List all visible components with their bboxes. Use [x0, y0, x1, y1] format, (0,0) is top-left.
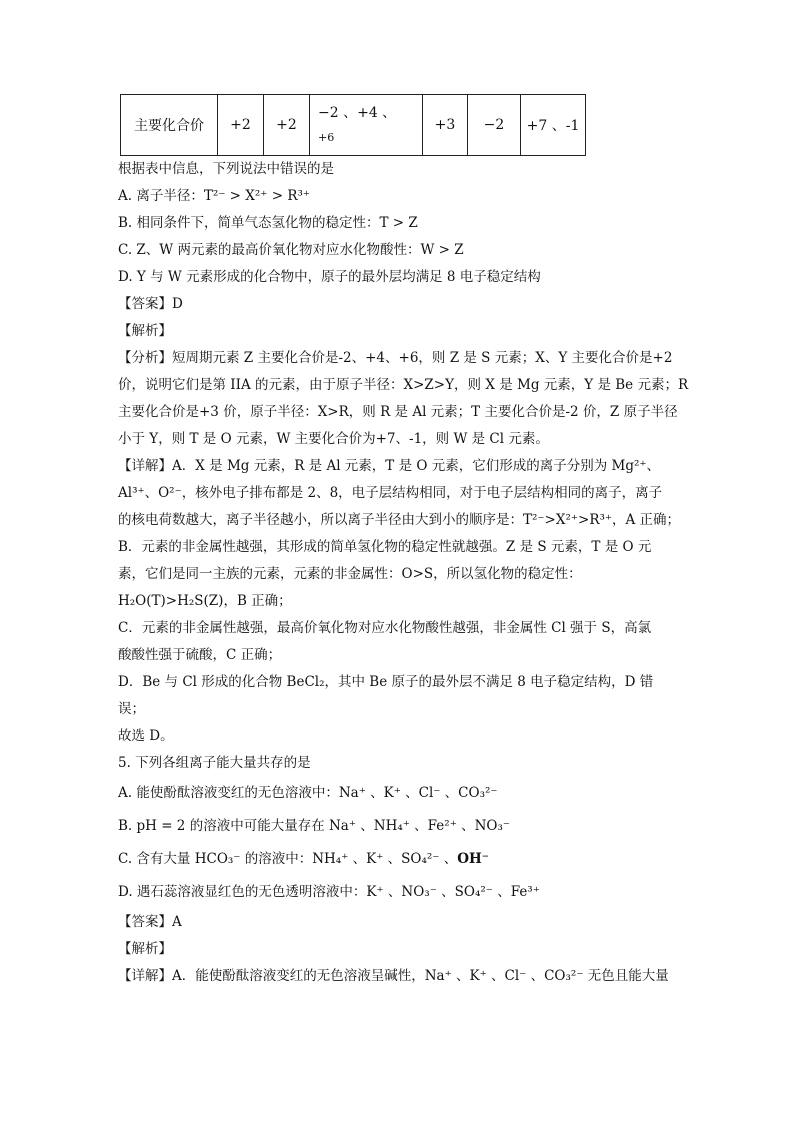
detail-line: 【详解】A．能使酚酞溶液变红的无色溶液呈碱性，Na⁺ 、K⁺ 、Cl⁻ 、CO₃²⁻ 无色且能大量: [118, 968, 669, 984]
option-c: [118, 843, 688, 876]
analysis-line: 主要化合价是+3 价，原子半径：X>R，则 R 是 Al 元素；T 主要化合价是-2 价，Z 原子半径: [118, 404, 678, 420]
answer: 【答案】D: [118, 296, 183, 312]
table-cell-line: +6: [318, 130, 335, 144]
table-cell: +2: [218, 95, 264, 156]
detail-line: 故选 D。: [118, 728, 174, 744]
analysis-heading: 【解析】: [118, 323, 172, 339]
table-cell-line: −2 、+4 、: [318, 104, 397, 121]
valence-table: [120, 94, 586, 156]
table-cell: [310, 95, 423, 156]
detail-line: 误；: [118, 701, 145, 717]
detail-line: 的核电荷数越大，离子半径越小，所以离子半径由大到小的顺序是：T²⁻>X²⁺>R³⁺，A 正确；: [118, 512, 681, 528]
option-d: D. Y 与 W 元素形成的化合物中，原子的最外层均满足 8 电子稳定结构: [118, 269, 541, 285]
detail-line: C．元素的非金属性越强，最高价氧化物对应水化物酸性越强，非金属性 Cl 强于 S，高氯: [118, 620, 652, 636]
analysis-line: 小于 Y，则 T 是 O 元素，W 主要化合价为+7、-1，则 W 是 Cl 元素。: [118, 431, 549, 447]
document-page: [118, 94, 688, 990]
detail-line: 【详解】A．X 是 Mg 元素，R 是 Al 元素，T 是 O 元素，它们形成的离子分别为 Mg²⁺、: [118, 458, 661, 474]
option-c-hydroxide: OH⁻: [457, 851, 489, 867]
answer: 【答案】A: [118, 914, 182, 930]
table-row: [121, 95, 586, 156]
analysis-line: 价，说明它们是第 IIA 的元素，由于原子半径：X>Z>Y，则 X 是 Mg 元素，Y 是 Be 元素；R: [118, 377, 689, 393]
table-cell: +3: [423, 95, 468, 156]
detail-line: H₂O(T)>H₂S(Z)，B 正确；: [118, 593, 292, 609]
analysis-line: 【分析】短周期元素 Z 主要化合价是-2、+4、+6，则 Z 是 S 元素；X、Y 主要化合价是+2: [118, 350, 673, 366]
option-b: B. pH = 2 的溶液中可能大量存在 Na⁺ 、NH₄⁺ 、Fe²⁺ 、NO₃⁻: [118, 818, 511, 834]
option-c: C. Z、W 两元素的最高价氧化物对应水化物酸性：W > Z: [118, 242, 464, 258]
option-d: D. 遇石蕊溶液显红色的无色透明溶液中：K⁺ 、NO₃⁻ 、SO₄²⁻ 、Fe³⁺: [118, 884, 540, 900]
table-cell: +2: [264, 95, 310, 156]
analysis-heading: 【解析】: [118, 941, 172, 957]
detail-line: Al³⁺、O²⁻，核外电子排布都是 2、8，电子层结构相同，对于电子层结构相同的离子，离子: [118, 485, 663, 501]
table-label-cell: 主要化合价: [121, 95, 218, 156]
table-cell: +7 、-1: [521, 95, 586, 156]
option-b: B. 相同条件下，简单气态氢化物的稳定性：T > Z: [118, 215, 418, 231]
detail-line: 酸酸性强于硫酸，C 正确；: [118, 647, 282, 663]
option-c-text: C. 含有大量 HCO₃⁻ 的溶液中：NH₄⁺ 、K⁺ 、SO₄²⁻ 、: [118, 851, 458, 867]
option-a-expression: T²⁻ > X²⁺ > R³⁺: [203, 188, 311, 204]
detail-line: B．元素的非金属性越强，其形成的简单氢化物的稳定性就越强。Z 是 S 元素，T 是 O 元: [118, 539, 652, 555]
table-cell: −2: [468, 95, 521, 156]
detail-line: 素，它们是同一主族的元素，元素的非金属性：O>S，所以氢化物的稳定性：: [118, 566, 582, 582]
option-a: A. 能使酚酞溶液变红的无色溶液中：Na⁺ 、K⁺ 、Cl⁻ 、CO₃²⁻: [118, 785, 498, 801]
option-a-label: A. 离子半径：: [118, 188, 204, 204]
question-stem: 根据表中信息，下列说法中错误的是: [118, 161, 334, 177]
question-stem: 5. 下列各组离子能大量共存的是: [118, 755, 311, 771]
option-a: [118, 183, 688, 210]
detail-line: D．Be 与 Cl 形成的化合物 BeCl₂，其中 Be 原子的最外层不满足 8 电子稳定结构，D 错: [118, 674, 654, 690]
